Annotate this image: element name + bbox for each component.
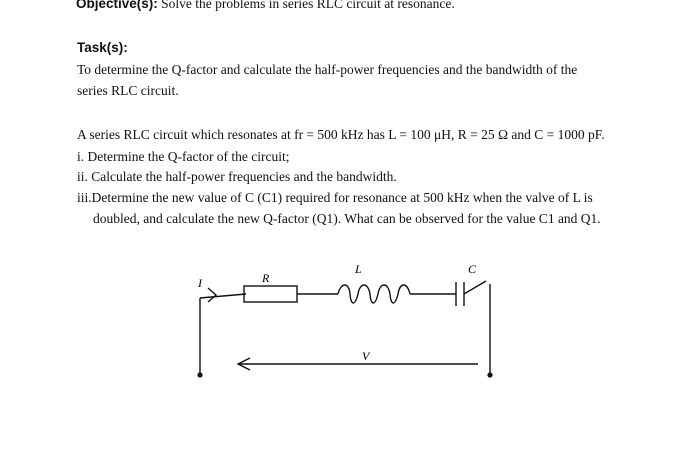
resistor-symbol: [244, 286, 297, 302]
objective-label: Objective(s):: [76, 0, 158, 11]
current-arrow-icon: [208, 288, 216, 302]
capacitor-right-wire: [464, 281, 486, 294]
inductor-label: L: [355, 262, 362, 276]
question-3-line-1: iii.Determine the new value of C (C1) required for resonance at 500 kHz when the valve of L is: [77, 190, 593, 205]
question-3-line-2: doubled, and calculate the new Q-factor (Q1). What can be observed for the value C1 and Q1.: [93, 211, 601, 226]
question-2: ii. Calculate the half-power frequencies and the bandwidth.: [77, 169, 397, 184]
right-terminal: [487, 372, 492, 377]
top-left-wire: [200, 294, 246, 298]
task-heading: Task(s):: [77, 40, 128, 55]
task-text-line-1: To determine the Q-factor and calculate the half-power frequencies and the bandwidth of the: [77, 62, 578, 77]
left-terminal: [197, 372, 202, 377]
question-1: i. Determine the Q-factor of the circuit;: [77, 149, 290, 164]
current-label: I: [198, 276, 202, 290]
voltage-label: V: [362, 349, 370, 363]
task-text-line-2: series RLC circuit.: [77, 83, 179, 98]
problem-intro: A series RLC circuit which resonates at fr = 500 kHz has L = 100 μH, R = 25 Ω and C = 1000 pF.: [77, 127, 605, 142]
objective-text: Solve the problems in series RLC circuit at resonance.: [161, 0, 455, 11]
resistor-label: R: [262, 271, 270, 285]
inductor-symbol: [338, 285, 410, 303]
capacitor-label: C: [468, 262, 477, 276]
